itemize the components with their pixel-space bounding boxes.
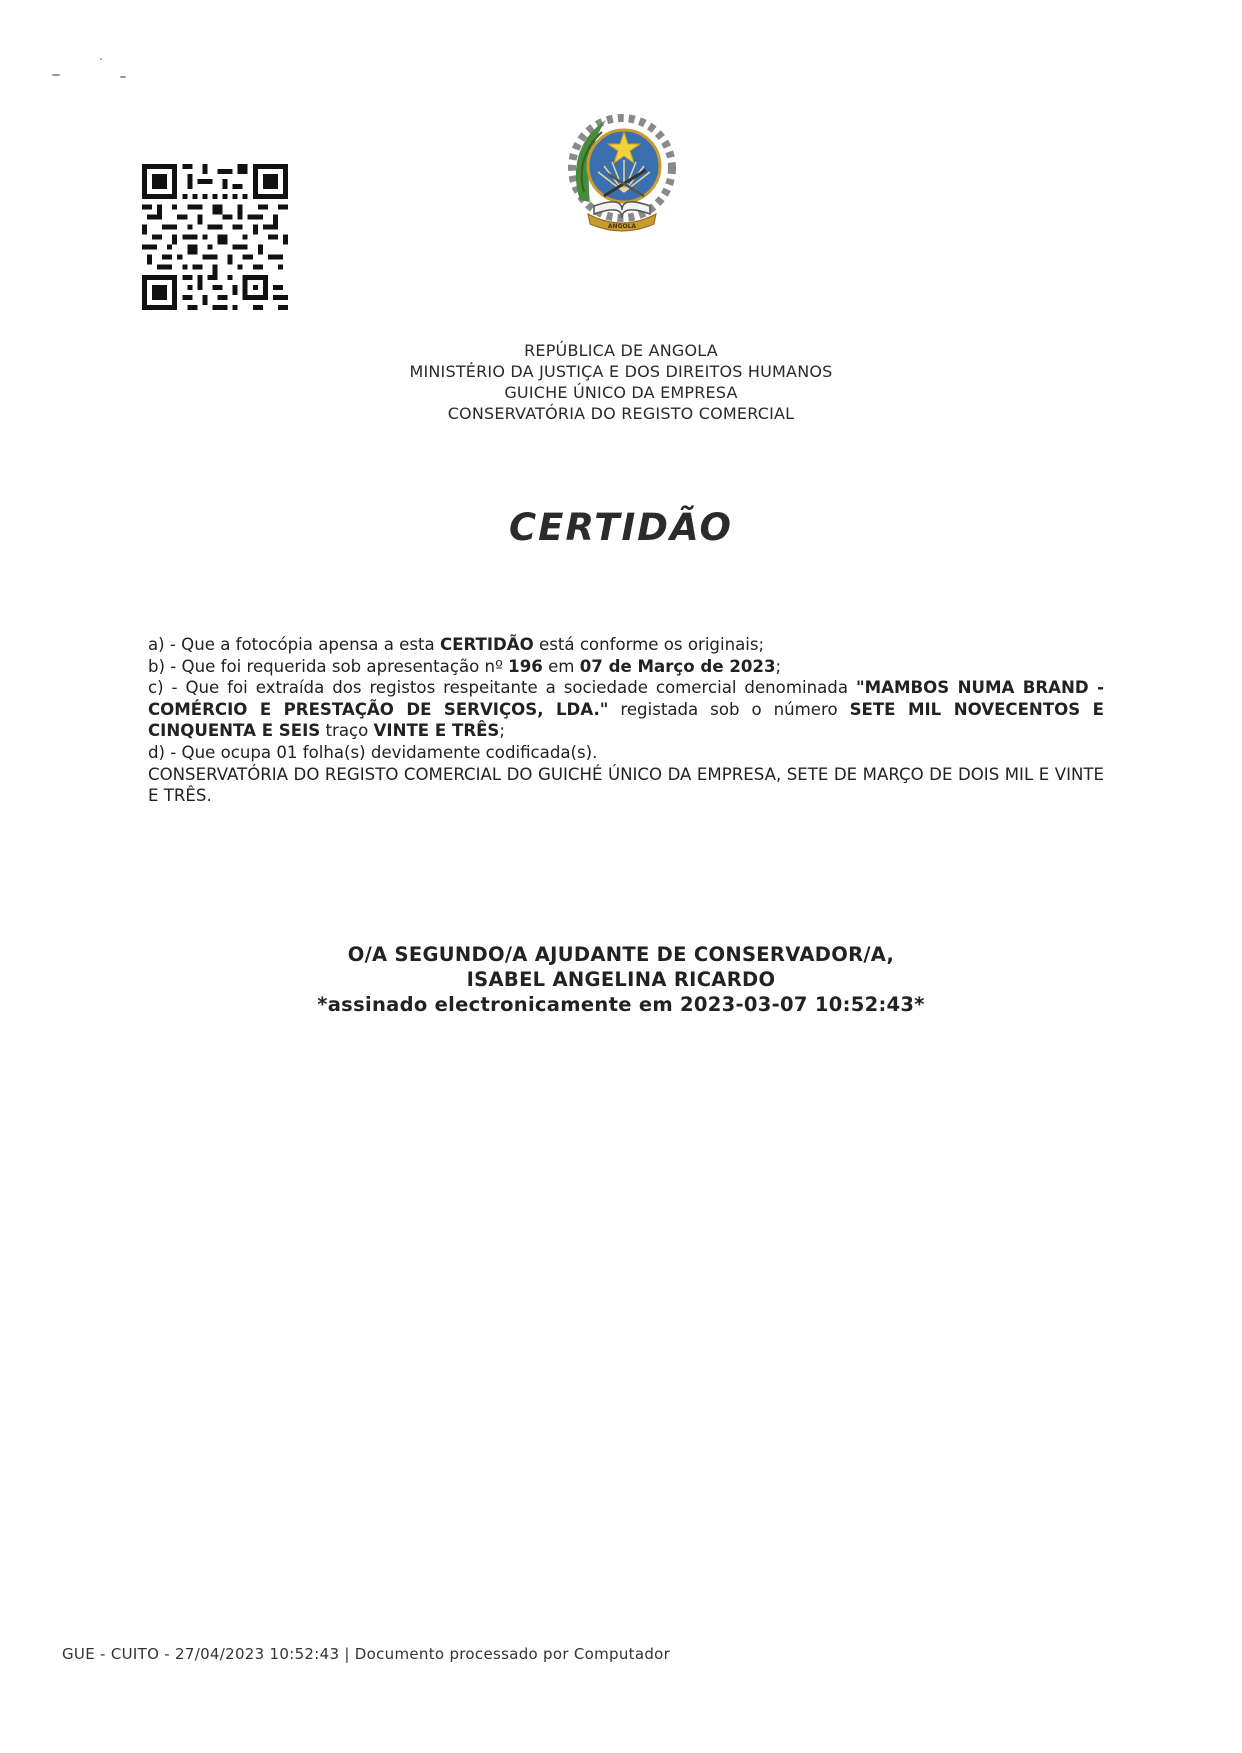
- clause-c-company: "MAMBOS NUMA BRAND - COMÉRCIO E PRESTAÇÃO DE SERVIÇOS, LDA.": [148, 678, 1104, 719]
- clause-a-text: a) - Que a fotocópia apensa a esta: [148, 635, 440, 654]
- signature-timestamp: *assinado electronicamente em 2023-03-07 10:52:43*: [317, 993, 925, 1016]
- certificate-body: [148, 634, 1104, 807]
- clause-b: [148, 656, 1104, 678]
- signer-name: ISABEL ANGELINA RICARDO: [466, 968, 776, 991]
- emblem-label: ANGOLA: [607, 223, 637, 230]
- clause-c-text: c) - Que foi extraída dos registos respeitante a sociedade comercial denominada: [148, 678, 856, 698]
- clause-c-number: SETE MIL NOVECENTOS E CINQUENTA E SEIS: [148, 699, 1104, 741]
- qr-code-icon: [142, 164, 288, 310]
- clause-b-mid: em: [542, 656, 580, 676]
- scan-speck: [120, 76, 126, 78]
- clause-b-text: b) - Que foi requerida sob apresentação nº: [148, 656, 509, 676]
- header-guiche: GUICHE ÚNICO DA EMPRESA: [504, 383, 738, 402]
- clause-b-date: 07 de Março de 2023: [579, 656, 776, 676]
- clause-a-bold: CERTIDÃO: [439, 635, 534, 654]
- clause-b-suffix: ;: [775, 656, 782, 676]
- signer-role: O/A SEGUNDO/A AJUDANTE DE CONSERVADOR/A,: [347, 943, 895, 966]
- closing-statement: CONSERVATÓRIA DO REGISTO COMERCIAL DO GUICHÉ ÚNICO DA EMPRESA, SETE DE MARÇO DE DOIS MIL E VINTE E TRÊS.: [148, 764, 1104, 806]
- signature-block: [0, 942, 1242, 1017]
- scan-speck: [100, 58, 102, 60]
- clause-c: [148, 677, 1104, 742]
- clause-a-suffix: está conforme os originais;: [533, 635, 765, 654]
- header-republic: REPÚBLICA DE ANGOLA: [524, 341, 718, 360]
- clause-b-number: 196: [508, 656, 543, 676]
- page-title: CERTIDÃO: [509, 506, 733, 549]
- clause-c-traco: traço: [320, 721, 374, 741]
- header-conservatoria: CONSERVATÓRIA DO REGISTO COMERCIAL: [447, 404, 795, 423]
- clause-d: d) - Que ocupa 01 folha(s) devidamente codificada(s).: [148, 742, 598, 762]
- clause-c-end: ;: [499, 721, 505, 741]
- clause-c-suffix-number: VINTE E TRÊS: [373, 721, 500, 741]
- angola-emblem-icon: [568, 110, 676, 234]
- header-ministry: MINISTÉRIO DA JUSTIÇA E DOS DIREITOS HUMANOS: [409, 362, 833, 381]
- scan-speck: [52, 74, 60, 76]
- clause-a: [148, 634, 1104, 656]
- clause-c-mid: registada sob o número: [608, 699, 850, 719]
- document-header: [0, 340, 1242, 424]
- page-footer: GUE - CUITO - 27/04/2023 10:52:43 | Documento processado por Computador: [62, 1645, 671, 1663]
